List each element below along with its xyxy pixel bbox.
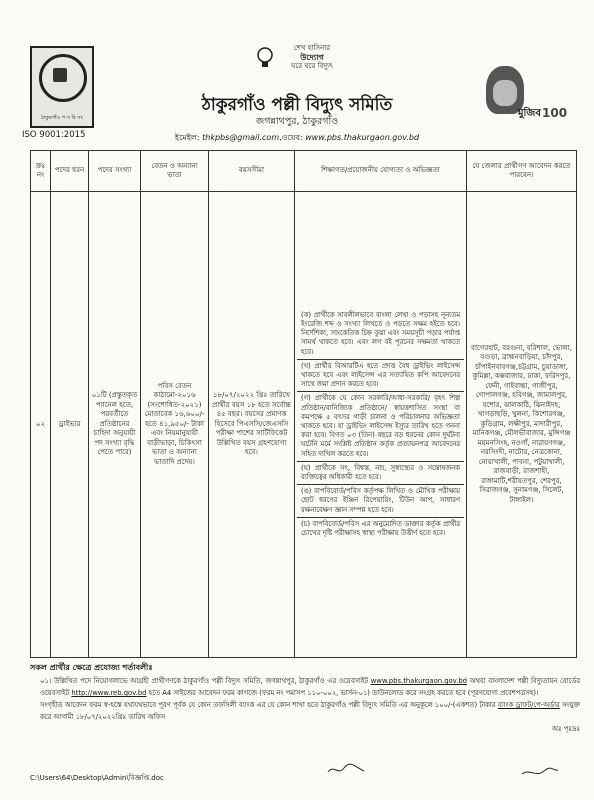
email-link[interactable]: thkpbs@gmail.com bbox=[202, 133, 280, 142]
slogan-line: ঘরে ঘরে বিদ্যুৎ bbox=[291, 62, 333, 70]
col-age: বয়সসীমা bbox=[209, 151, 295, 192]
requirement-item: (ক) প্রার্থীকে সাবলীলভাবে বাংলা লেখা ও পড়াসহ নূন্যতম ইংরেজি শব্দ ও সংখ্যা লিখতে ও পড়তে সক্ষম হইতে হবে। নির্দেশিকা, সাংকেতিক চিহ্ন বুঝা এবং সময়সূচী পড়ার পর্যাপ্ত সামর্থ থাকতে হবে। এবং লগ বই পূরনের সক্ষমতা থাকতে হবে। bbox=[297, 309, 464, 360]
logo-caption: ঠাকুরগাঁও প স বি সং bbox=[41, 115, 83, 121]
job-table bbox=[30, 150, 577, 658]
reb-website-link[interactable]: http://www.reb.gov.bd bbox=[71, 689, 147, 697]
col-districts: যে জেলার প্রার্থীগণ আবেদন করতে পারবেন। bbox=[467, 151, 577, 192]
requirement-item: (খ) প্রার্থীর বিআরটিএ হতে প্রদত্ত বৈধ ড্রাইভিং লাইসেন্স থাকতে হবে এবং লাইসেন্স এর সত্যায়িত কপি আবেদনের সাথে জমা প্রদান করতে হবে। bbox=[297, 360, 464, 393]
org-title: ঠাকুরগাঁও পল্লী বিদ্যুৎ সমিতি bbox=[201, 95, 393, 115]
web-link[interactable]: www.pbs.thakurgaon.gov.bd bbox=[305, 133, 420, 142]
col-count: পদের সংখ্যা bbox=[89, 151, 141, 192]
districts-cell: বাগেরহাট, বরগুনা, বরিশাল, ভোলা, বগুড়া, ব্রাহ্মনবাড়িয়া, চাঁদপুর, চাঁপাইনবাবগঞ্জ,চট্টগ্রাম, চুয়াডাঙ্গা, কুমিল্লা, কক্সবাজার, ঢাকা, ফরিদপুর, ফেনী, গাইবান্ধা, গাজীপুর, গোপালগঞ্জ, হবিগঞ্জ, জামালপুর, যশোর, ঝালকাঠি, ঝিনাইদহ, খাগড়াছড়ি, খুলনা, কিশোরগঞ্জ, কুড়িগ্রাম, লক্ষীপুর, মাদারীপুর, মানিকগঞ্জ, মৌলভীবাজার, মুন্সিগঞ্জ ময়মনসিংহ, নওগাঁ, নারায়ণগঞ্জ, নরসিংদী, নাটোর, নেত্রকোনা, নোয়াখালী, পাবনা, পটুয়াখালী, রাজবাড়ী, রাজশাহী, রাঙ্গামাটি,শরীয়তপুর, শেরপুর, সিরাজগঞ্জ, সুনামগঞ্জ, সিলেট, টাঙ্গাইল। bbox=[467, 192, 577, 658]
col-serial: ক্রঃ নং bbox=[31, 151, 51, 192]
signature-icon bbox=[326, 762, 366, 776]
conditions-text bbox=[40, 675, 580, 735]
requirement-item: (ঘ) প্রার্থীকে সৎ, বিশ্বস্ত, নম্র, সুস্বাস্থ্যের ও সন্তোষজনক ব্যক্তিত্বের অধিকারী হতে হবে। bbox=[297, 462, 464, 485]
condition-text: ০১। উল্লিখিত পদে নিয়োগলাভে আগ্রহী প্রার্থীগণকে ঠাকুরগাঁও পল্লী বিদ্যুৎ সমিতি, জগন্নাথপুর, ঠাকুরগাঁও এর ওয়েবসাইট bbox=[40, 677, 369, 685]
requirements-cell bbox=[295, 192, 467, 658]
slogan bbox=[282, 44, 342, 71]
requirement-item: (গ) প্রার্থীকে যে কোন সরকারি/আধা-সরকারি/ বৃহৎ শিল্প প্রতিষ্ঠান/বানিজ্যিক প্রতিষ্ঠানে/ স্বায়ত্তশাসিত সংস্থা বা কমপক্ষে ৫ বৎসর গাড়ী চালনা ও পরিচালনার অভিজ্ঞতা থাকতে হবে। যা ড্রাইভিং লাইসেন্স ইস্যুর তারিখ হতে গননা করা হবে। বিগত ০৩ (তিন) বছরে বড় ধরনের কোন দুর্ঘটনা ঘটেনি মর্মে সংশ্লিষ্ট প্রতিষ্ঠান কর্তৃক প্রত্যায়নপত্র আবেদনের সহিত দাখিল করতে হবে। bbox=[297, 392, 464, 461]
iso-label: ISO 9001:2015 bbox=[22, 130, 86, 140]
table-row bbox=[31, 192, 577, 658]
slogan-line: উদ্যোগ bbox=[300, 53, 324, 62]
col-post: পদের ধরন bbox=[51, 151, 89, 192]
portrait-caption: মুজিব bbox=[518, 108, 541, 119]
condition-text: সংগৃহীত আবেদন ফরম স্ব-হস্তে যথাযথভাবে পূরণ পূর্বক যে কোন তফসিলী ব্যাংক এর যে কোন শাখা হতে ঠাকুরগাঁও পল্লী বিদ্যুৎ সমিতি এর অনুকূলে ১০০/-(একশত) টাকার bbox=[40, 701, 496, 709]
col-requirements: শিক্ষাগত/প্রয়োজনীয় যোগ্যতা ও অভিজ্ঞতা bbox=[295, 151, 467, 192]
file-path: C:\Users\64\Desktop\Admin\বিজ্ঞপ্তি.doc bbox=[30, 774, 164, 782]
contact-line bbox=[0, 132, 594, 145]
table-header-row bbox=[31, 151, 577, 192]
count-cell: ০১টি (প্রস্তুতকৃত প্যানেল হতে, পরবর্তীতে প্রতিষ্ঠানের চাহিদা অনুযায়ী পদ সংখ্যা বৃদ্ধি পেতে পারে) bbox=[89, 192, 141, 658]
condition-text: সংযুক্ত করে আগামী ১৮/০৭/২০২২খ্রিঃ তারিখ অফিস bbox=[40, 701, 581, 721]
requirement-item: (ঙ) বাপবিবোর্ড/পবিস কর্তৃপক্ষ লিখিত ও মৌখিক পরীক্ষায় ছোট ধরণের ইঞ্জিন রিপেয়ারিং, টিউন আপ, সাধারণ রক্ষনাবেক্ষণ জ্ঞান সম্পন্ন হতে হবে। bbox=[297, 485, 464, 518]
salary-cell: পবিস বেতন কাঠামো-২০১৬ (সংশোধিত-২০২১) মোতাবেক ১৬,৬০০/- হতে ৪১,৯৫০/- টাকা এবং নিয়মানুযায়ী বাড়ীভাড়া, চিকিৎসা ভাতা ও অন্যান্য ভাতাদি প্রদেয়। bbox=[141, 192, 209, 658]
web-label: ,ওয়েব: bbox=[279, 133, 303, 142]
lightbulb-icon bbox=[255, 46, 275, 70]
conditions-title: সকল প্রার্থীর ক্ষেত্রে প্রযোজ্য শর্তাবলীঃ bbox=[30, 663, 153, 672]
requirement-item: (চ) বাপবিবোর্ড/পবিস এর অনুমোদিত ডাক্তার কর্তৃক প্রার্থীর চোখের দৃষ্টি পরীক্ষাসহ স্বাস্থ্য পরীক্ষায় উত্তীর্ণ হতে হবে। bbox=[301, 519, 460, 538]
post-cell: ড্রাইভার bbox=[51, 192, 89, 658]
address: জগন্নাথপুর, ঠাকুরগাঁও bbox=[255, 116, 339, 127]
serial-cell: ০২ bbox=[31, 192, 51, 658]
portrait-hundred: 100 bbox=[542, 106, 568, 120]
continued-label: অঃ পৃঃদ্রঃ bbox=[551, 725, 580, 733]
age-cell: ১৮/০৭/২০২২ খ্রিঃ তারিখে প্রার্থীর বয়স ১৮ হতে সর্বোচ্চ ৪৫ বছর। বয়সের প্রমাণক হিসেবে পিএসসি/জেএসসি পরীক্ষা পাশের সার্টিফিকেট উল্লিখিত বয়স গ্রহণযোগ্য হবে। bbox=[209, 192, 295, 658]
slogan-line: শেখ হাসিনার bbox=[293, 44, 331, 52]
mujib-portrait bbox=[482, 66, 568, 124]
condition-underlined: ব্যাংক ড্রাফট/পে-অর্ডার bbox=[497, 701, 560, 709]
pbs-website-link[interactable]: www.pbs.thakurgaon.gov.bd bbox=[370, 677, 467, 685]
email-label: ইমেইল: bbox=[174, 133, 200, 142]
condition-text: অথবা বাংলাদেশ পল্লী বিদ্যুতায়ন বোর্ডের ওয়েবসাইট bbox=[40, 677, 580, 697]
signature-icon bbox=[520, 766, 560, 778]
condition-text: হতে A4 সাইজের আবেদন ফরম কাগজে (ফরম নং পমাসপ ১১০-০০২, ভার্সন-০১) ডাউনলোড করে সংগ্রহ করতে হবে (পূরণযোগ্য প্রবেশপত্রসহ)। bbox=[148, 689, 539, 697]
col-salary: বেতন ও অন্যান্য ভাতা bbox=[141, 151, 209, 192]
